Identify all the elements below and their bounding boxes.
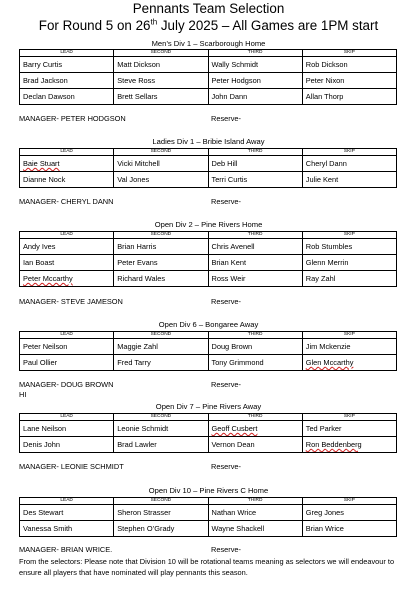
player-cell: Richard Wales <box>114 271 208 287</box>
player-cell: Peter Nixon <box>302 73 396 89</box>
col-header-third: THIRD <box>208 498 302 505</box>
col-header-lead: LEAD <box>20 332 114 339</box>
division-heading: Ladies Div 1 – Bribie Island Away <box>152 137 265 146</box>
player-cell: Jim Mckenzie <box>302 339 396 355</box>
division-heading: Open Div 7 – Pine Rivers Away <box>155 402 262 411</box>
player-cell: Matt Dickson <box>114 57 208 73</box>
team-table <box>19 49 397 105</box>
header-row <box>20 414 397 421</box>
table-row <box>20 505 397 521</box>
player-cell: Tony Grimmond <box>208 355 302 371</box>
player-cell: Peter Hodgson <box>208 73 302 89</box>
team-table <box>19 231 397 287</box>
col-header-skip: SKIP <box>302 149 396 156</box>
player-cell: Barry Curtis <box>20 57 114 73</box>
player-cell: Ted Parker <box>302 421 396 437</box>
player-cell: Glenn Merrin <box>302 255 396 271</box>
subtitle-prefix: For Round 5 on 26 <box>38 18 151 33</box>
player-cell: Val Jones <box>114 172 208 188</box>
manager-label: MANAGER- STEVE JAMESON <box>19 297 123 306</box>
col-header-skip: SKIP <box>302 498 396 505</box>
player-cell: Lane Neilson <box>20 421 114 437</box>
player-cell <box>302 355 396 371</box>
col-header-third: THIRD <box>208 332 302 339</box>
table-row <box>20 239 397 255</box>
player-cell: Julie Kent <box>302 172 396 188</box>
col-header-lead: LEAD <box>20 50 114 57</box>
reserve-label: Reserve- <box>211 462 241 471</box>
player-cell: Wayne Shackell <box>208 521 302 537</box>
player-name: Peter Mccarthy <box>23 274 73 283</box>
subtitle-suffix: July 2025 – All Games are 1PM start <box>157 18 379 33</box>
stray-text: HI <box>19 390 27 399</box>
col-header-lead: LEAD <box>20 232 114 239</box>
reserve-label: Reserve- <box>211 197 241 206</box>
player-cell: Leonie Schmidt <box>114 421 208 437</box>
player-cell: Brian Kent <box>208 255 302 271</box>
player-cell: Ross Weir <box>208 271 302 287</box>
manager-label: MANAGER- DOUG BROWN <box>19 380 114 389</box>
team-table <box>19 148 397 188</box>
manager-label: MANAGER- LEONIE SCHMIDT <box>19 462 124 471</box>
player-cell: Dianne Nock <box>20 172 114 188</box>
col-header-third: THIRD <box>208 149 302 156</box>
player-cell: Chris Avenell <box>208 239 302 255</box>
player-cell <box>20 271 114 287</box>
reserve-label: Reserve- <box>211 380 241 389</box>
player-cell: Brett Sellars <box>114 89 208 105</box>
col-header-third: THIRD <box>208 232 302 239</box>
col-header-third: THIRD <box>208 414 302 421</box>
player-cell <box>20 156 114 172</box>
player-name: Baie Stuart <box>23 159 60 168</box>
division-heading: Men’s Div 1 – Scarborough Home <box>151 39 266 48</box>
player-cell <box>302 437 396 453</box>
col-header-second: SECOND <box>114 414 208 421</box>
col-header-second: SECOND <box>114 232 208 239</box>
team-table <box>19 331 397 371</box>
header-row <box>20 232 397 239</box>
player-cell: Greg Jones <box>302 505 396 521</box>
player-cell: Cheryl Dann <box>302 156 396 172</box>
table-row <box>20 421 397 437</box>
player-cell: Denis John <box>20 437 114 453</box>
col-header-second: SECOND <box>114 332 208 339</box>
header-row <box>20 149 397 156</box>
table-row <box>20 57 397 73</box>
team-table <box>19 497 397 537</box>
player-cell: Vernon Dean <box>208 437 302 453</box>
player-cell: Ian Boast <box>20 255 114 271</box>
table-row <box>20 156 397 172</box>
col-header-skip: SKIP <box>302 414 396 421</box>
player-cell: Sheron Strasser <box>114 505 208 521</box>
player-name: Glen Mccarthy <box>305 358 354 367</box>
player-cell: Des Stewart <box>20 505 114 521</box>
team-table <box>19 413 397 453</box>
player-cell <box>208 421 302 437</box>
player-cell: Fred Tarry <box>114 355 208 371</box>
col-header-second: SECOND <box>114 149 208 156</box>
header-row <box>20 498 397 505</box>
player-cell: Deb Hill <box>208 156 302 172</box>
player-cell: Stephen O’Grady <box>114 521 208 537</box>
table-row <box>20 255 397 271</box>
reserve-label: Reserve- <box>211 297 241 306</box>
player-cell: Declan Dawson <box>20 89 114 105</box>
col-header-lead: LEAD <box>20 414 114 421</box>
player-cell: Rob Dickson <box>302 57 396 73</box>
col-header-skip: SKIP <box>302 332 396 339</box>
reserve-label: Reserve- <box>211 545 241 554</box>
player-cell: Brad Jackson <box>20 73 114 89</box>
table-row <box>20 73 397 89</box>
player-cell: Allan Thorp <box>302 89 396 105</box>
player-cell: Brian Harris <box>114 239 208 255</box>
table-row <box>20 355 397 371</box>
table-row <box>20 521 397 537</box>
player-name: Ron Beddenberg <box>305 440 362 449</box>
manager-label: MANAGER- BRIAN WRICE. <box>19 545 113 554</box>
col-header-second: SECOND <box>114 50 208 57</box>
table-row <box>20 172 397 188</box>
player-cell: Terri Curtis <box>208 172 302 188</box>
header-row <box>20 332 397 339</box>
table-row <box>20 271 397 287</box>
player-cell: Maggie Zahl <box>114 339 208 355</box>
player-cell: Andy Ives <box>20 239 114 255</box>
player-cell: Peter Evans <box>114 255 208 271</box>
table-row <box>20 437 397 453</box>
player-cell: Vicki Mitchell <box>114 156 208 172</box>
selectors-note: From the selectors: Please note that Division 10 will be rotational teams meaning as selectors we will endeavour to ensure all players that have nominated will play pennants this season. <box>19 557 395 577</box>
page-subtitle <box>0 18 417 34</box>
col-header-skip: SKIP <box>302 50 396 57</box>
player-cell: Paul Ollier <box>20 355 114 371</box>
reserve-label: Reserve- <box>211 114 241 123</box>
player-cell: Brad Lawler <box>114 437 208 453</box>
col-header-third: THIRD <box>208 50 302 57</box>
player-cell: John Dann <box>208 89 302 105</box>
player-cell: Vanessa Smith <box>20 521 114 537</box>
col-header-lead: LEAD <box>20 498 114 505</box>
division-heading: Open Div 2 – Pine Rivers Home <box>154 220 263 229</box>
col-header-lead: LEAD <box>20 149 114 156</box>
col-header-second: SECOND <box>114 498 208 505</box>
manager-label: MANAGER- PETER HODGSON <box>19 114 126 123</box>
subtitle-ordinal: th <box>150 17 158 27</box>
division-heading: Open Div 6 – Bongaree Away <box>158 320 259 329</box>
header-row <box>20 50 397 57</box>
player-cell: Wally Schmidt <box>208 57 302 73</box>
player-cell: Nathan Wrice <box>208 505 302 521</box>
player-name: Geoff Cusbert <box>211 424 258 433</box>
page-title: Pennants Team Selection <box>132 1 285 16</box>
table-row <box>20 89 397 105</box>
col-header-skip: SKIP <box>302 232 396 239</box>
player-cell: Rob Stumbles <box>302 239 396 255</box>
manager-label: MANAGER- CHERYL DANN <box>19 197 114 206</box>
player-cell: Peter Neilson <box>20 339 114 355</box>
division-heading: Open Div 10 – Pine Rivers C Home <box>148 486 269 495</box>
player-cell: Doug Brown <box>208 339 302 355</box>
table-row <box>20 339 397 355</box>
player-cell: Ray Zahl <box>302 271 396 287</box>
player-cell: Brian Wrice <box>302 521 396 537</box>
player-cell: Steve Ross <box>114 73 208 89</box>
